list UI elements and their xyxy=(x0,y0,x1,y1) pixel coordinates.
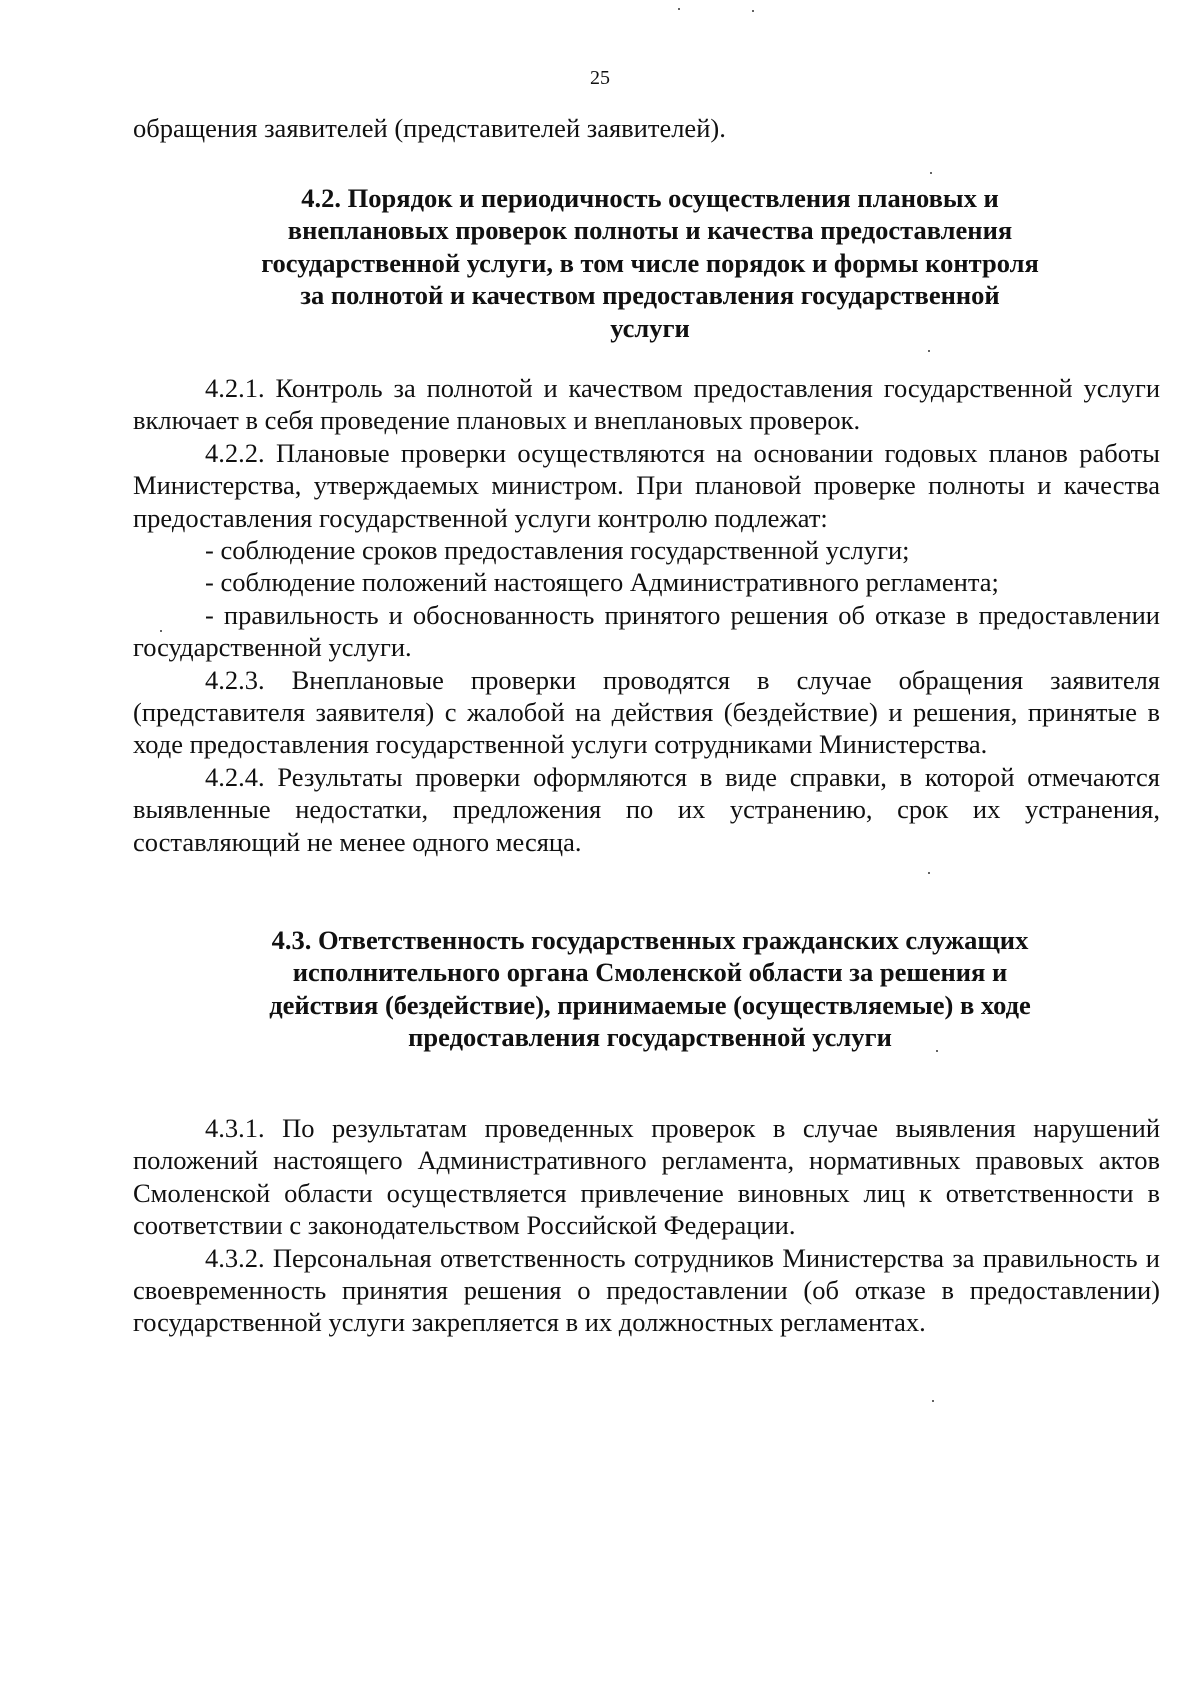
lead-line: обращения заявителей (представителей заявителей). xyxy=(133,113,726,143)
section-4-3-body xyxy=(133,1112,1160,1339)
scan-speck xyxy=(160,630,162,632)
section-4-2-body xyxy=(133,372,1160,858)
scan-speck xyxy=(932,1400,934,1402)
paragraph-4-2-3: 4.2.3. Внеплановые проверки проводятся в случае обращения заявителя (представителя заявителя) с жалобой на действия (бездействие) и решения, принятые в ходе предоставления государственной услуги сотрудниками Министерства. xyxy=(133,664,1160,760)
lead-paragraph xyxy=(133,112,1160,144)
scan-speck xyxy=(928,872,930,874)
list-item-deadlines: - соблюдение сроков предоставления государственной услуги; xyxy=(205,535,910,566)
paragraph-4-2-4: 4.2.4. Результаты проверки оформляются в виде справки, в которой отмечаются выявленные недостатки, предложения по их устранению, срок их устранения, составляющий не менее одного месяца. xyxy=(133,761,1160,857)
list-item-regulation: - соблюдение положений настоящего Административного регламента; xyxy=(205,567,999,598)
scan-speck xyxy=(752,10,754,12)
paragraph-4-3-1: 4.3.1. По результатам проведенных проверок в случае выявления нарушений положений настоящего Административного регламента, нормативных правовых актов Смоленской области осуществляется привлечение виновных лиц к ответственности в соответствии с законодательством Российской Федерации. xyxy=(133,1113,1160,1241)
scan-speck xyxy=(678,8,680,10)
paragraph-4-2-2: 4.2.2. Плановые проверки осуществляются на основании годовых планов работы Министерства, утверждаемых министром. При плановой проверке полноты и качества предоставления государственной услуги контролю подлежат: xyxy=(133,437,1160,533)
list-item-decision: - правильность и обоснованность принятого решения об отказе в предоставлении государственной услуги. xyxy=(133,599,1160,663)
section-4-2-heading: 4.2. Порядок и периодичность осуществления плановых и внеплановых проверок полноты и качества предоставления государственной услуги, в том числе порядок и формы контроля за полнотой и качеством предоставления государственной услуги xyxy=(261,183,1039,343)
section-4-3-heading: 4.3. Ответственность государственных гражданских служащих исполнительного органа Смоленской области за решения и действия (бездействие), принимаемые (осуществляемые) в ходе предоставления государственной услуги xyxy=(269,925,1031,1053)
scan-speck xyxy=(930,172,932,174)
paragraph-4-2-1: 4.2.1. Контроль за полнотой и качеством предоставления государственной услуги включает в себя проведение плановых и внеплановых проверок. xyxy=(133,373,1160,436)
scan-speck xyxy=(936,1050,938,1052)
paragraph-4-3-2: 4.3.2. Персональная ответственность сотрудников Министерства за правильность и своевременность принятия решения о предоставлении (об отказе в предоставлении) государственной услуги закрепляется в их должностных регламентах. xyxy=(133,1242,1160,1338)
page-number: 25 xyxy=(590,67,610,89)
scan-speck xyxy=(928,350,930,352)
